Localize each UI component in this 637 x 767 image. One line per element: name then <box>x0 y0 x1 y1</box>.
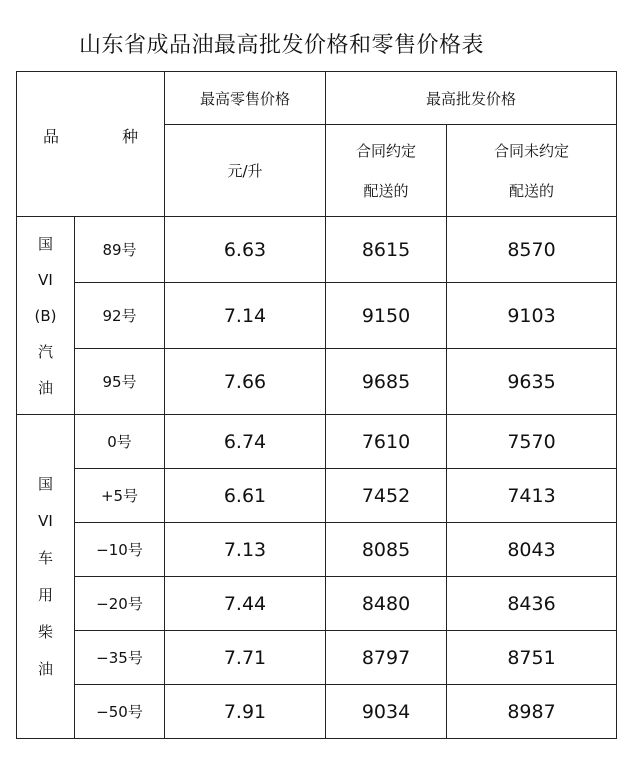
noncontract-delivery-header <box>447 125 617 217</box>
retail-price-cell: 7.66 <box>165 349 326 415</box>
grade-cell: 0号 <box>75 415 165 469</box>
category-char: VI <box>38 270 53 289</box>
grade-cell: 89号 <box>75 217 165 283</box>
variety-header-char: 种 <box>121 126 138 146</box>
noncontract-price-cell: 9635 <box>447 349 617 415</box>
noncontract-price-cell: 9103 <box>447 283 617 349</box>
wholesale-price-header: 最高批发价格 <box>326 72 617 125</box>
contract-price-cell: 8797 <box>326 631 447 685</box>
noncontract-price-cell: 8570 <box>447 217 617 283</box>
table-row <box>17 631 617 685</box>
category-char: VI <box>38 511 53 530</box>
retail-price-cell: 7.14 <box>165 283 326 349</box>
noncontract-price-cell: 8987 <box>447 685 617 739</box>
noncontract-price-cell: 7570 <box>447 415 617 469</box>
table-row <box>17 685 617 739</box>
grade-cell: 95号 <box>75 349 165 415</box>
retail-price-cell: 6.63 <box>165 217 326 283</box>
grade-cell: −10号 <box>75 523 165 577</box>
category-char: 油 <box>37 378 53 397</box>
variety-header-char: 品 <box>43 126 60 146</box>
contract-price-cell: 9150 <box>326 283 447 349</box>
retail-price-cell: 7.71 <box>165 631 326 685</box>
table-row <box>17 283 617 349</box>
contract-price-cell: 8615 <box>326 217 447 283</box>
category-char: 油 <box>37 659 53 678</box>
header-line: 配送的 <box>508 181 554 200</box>
table-row <box>17 415 617 469</box>
contract-price-cell: 9034 <box>326 685 447 739</box>
grade-cell: −35号 <box>75 631 165 685</box>
header-line: 合同未约定 <box>493 141 569 160</box>
contract-price-cell: 8480 <box>326 577 447 631</box>
grade-cell: −50号 <box>75 685 165 739</box>
diesel-category-cell <box>17 415 75 739</box>
table-row <box>17 217 617 283</box>
noncontract-price-cell: 7413 <box>447 469 617 523</box>
noncontract-price-cell: 8043 <box>447 523 617 577</box>
retail-price-cell: 6.74 <box>165 415 326 469</box>
category-char: 车 <box>37 548 53 567</box>
retail-price-header: 最高零售价格 <box>165 72 326 125</box>
contract-price-cell: 8085 <box>326 523 447 577</box>
variety-header-cell <box>17 72 165 217</box>
category-char: 国 <box>37 474 53 493</box>
category-char: (B) <box>34 306 57 325</box>
retail-price-cell: 6.61 <box>165 469 326 523</box>
table-row <box>17 577 617 631</box>
retail-price-cell: 7.13 <box>165 523 326 577</box>
retail-price-cell: 7.44 <box>165 577 326 631</box>
page-title: 山东省成品油最高批发价格和零售价格表 <box>79 33 485 58</box>
gasoline-category-cell <box>17 217 75 415</box>
grade-cell: −20号 <box>75 577 165 631</box>
grade-cell: 92号 <box>75 283 165 349</box>
category-char: 汽 <box>37 342 53 361</box>
table-row <box>17 469 617 523</box>
table-row <box>17 349 617 415</box>
category-char: 柴 <box>37 622 53 641</box>
contract-price-cell: 7452 <box>326 469 447 523</box>
category-char: 国 <box>37 234 53 253</box>
noncontract-price-cell: 8751 <box>447 631 617 685</box>
header-line: 配送的 <box>363 181 409 200</box>
contract-price-cell: 7610 <box>326 415 447 469</box>
price-table <box>16 71 617 739</box>
category-char: 用 <box>37 585 53 604</box>
retail-price-cell: 7.91 <box>165 685 326 739</box>
retail-unit-header: 元/升 <box>165 125 326 217</box>
header-line: 合同约定 <box>355 141 416 160</box>
table-row <box>17 523 617 577</box>
grade-cell: +5号 <box>75 469 165 523</box>
contract-price-cell: 9685 <box>326 349 447 415</box>
contract-delivery-header <box>326 125 447 217</box>
noncontract-price-cell: 8436 <box>447 577 617 631</box>
